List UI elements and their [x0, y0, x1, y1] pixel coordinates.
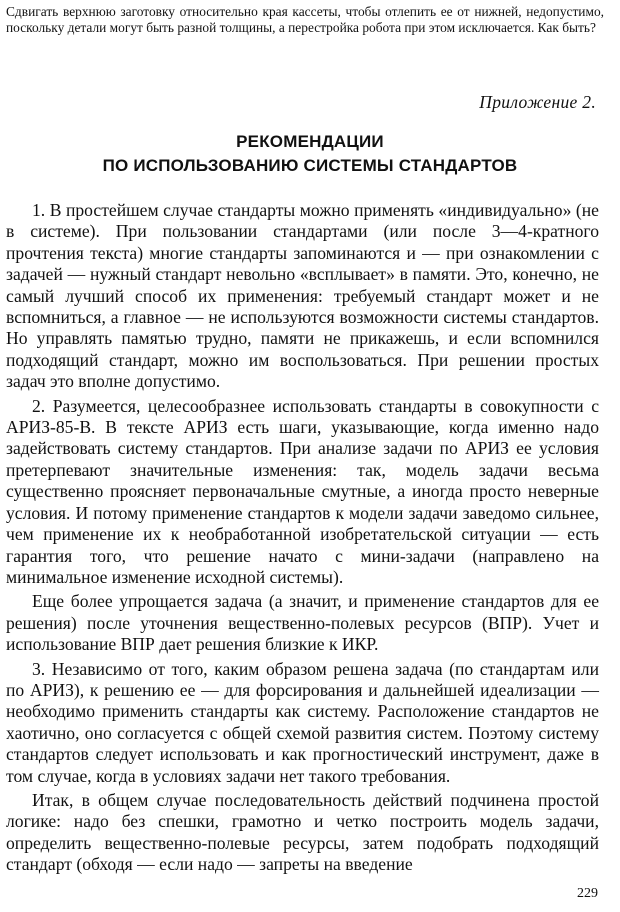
body-text [6, 200, 599, 879]
paragraph-2: 2. Разумеется, целесообразнее использовать стандарты в совокупности с АРИЗ-85-В. В тексте АРИЗ есть шаги, указывающие, когда именно надо задействовать систему стандартов. При анализе задачи по АРИЗ ее условия претерпевают значительные изменения: так, модель задачи весьма существенно проясняет первоначальные смутные, а иногда просто неверные условия. И потому применение стандартов к модели задачи заведомо сильнее, чем применение их к необработанной изобретательской ситуации — есть гарантия того, что решение начато с мини-задачи (направлено на минимальное изменение исходной системы). [6, 395, 599, 587]
section-title-line-2: ПО ИСПОЛЬЗОВАНИЮ СИСТЕМЫ СТАНДАРТОВ [102, 156, 518, 175]
intro-paragraph: Сдвигать верхнюю заготовку относительно края кассеты, чтобы отлепить ее от нижней, недопустимо, поскольку детали могут быть разной толщины, а перестройка робота при этом исключается. Как быть? [6, 4, 604, 35]
paragraph-3: Еще более упрощается задача (а значит, и применение стандартов для ее решения) после уточнения вещественно-полевых ресурсов (ВПР). Учет и использование ВПР дает решения близкие к ИКР. [6, 591, 599, 655]
paragraph-4: 3. Независимо от того, каким образом решена задача (по стандартам или по АРИЗ), к решению ее — для форсирования и дальнейшей идеализации — необходимо применить стандарты как систему. Расположение стандартов не хаотично, оно согласуется с общей схемой развития систем. Поэтому систему стандартов следует использовать и как прогностический инструмент, даже в том случае, когда в условиях задачи нет такого требования. [6, 658, 599, 786]
paragraph-1: 1. В простейшем случае стандарты можно применять «индивидуально» (не в системе). При пользовании стандартами (или после 3—4-кратного прочтения текста) многие стандарты запоминаются и — при ознакомлении с задачей — нужный стандарт невольно «всплывает» в памяти. Это, конечно, не самый лучший способ их применения: требуемый стандарт может и не вспомниться, а главное — не используются возможности системы стандартов. Но управлять памятью трудно, памяти не прикажешь, и если вспомнился подходящий стандарт, можно им воспользоваться. При решении простых задач это вполне допустимо. [6, 200, 599, 392]
section-title-line-1: РЕКОМЕНДАЦИИ [236, 132, 384, 151]
paragraph-5: Итак, в общем случае последовательность действий подчинена простой логике: надо без спешки, грамотно и четко построить модель задачи, определить вещественно-полевые ресурсы, затем подобрать подходящий стандарт (обходя — если надо — запреты на введение [6, 789, 599, 875]
page-number: 229 [577, 886, 598, 901]
appendix-label: Приложение 2. [479, 92, 596, 112]
